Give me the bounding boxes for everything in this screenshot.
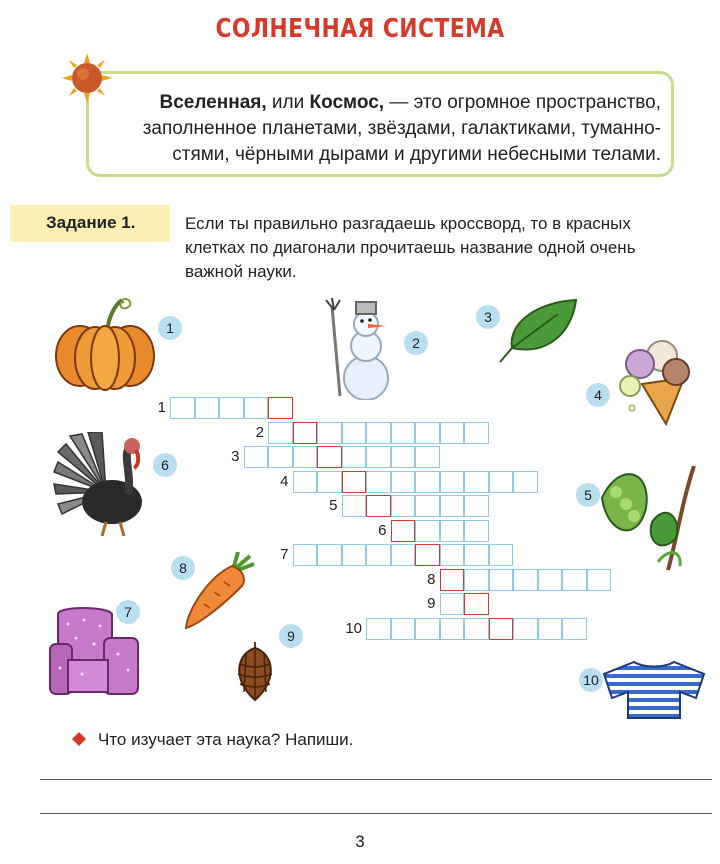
crossword-cell[interactable] [391, 544, 416, 566]
crossword-cell[interactable] [440, 618, 465, 640]
picture-number-badge: 2 [404, 331, 428, 355]
crossword-cell[interactable] [415, 495, 440, 517]
crossword-cell[interactable] [293, 446, 318, 468]
crossword-cell[interactable] [415, 422, 440, 444]
pea-pod-icon [598, 462, 708, 572]
picture-number-badge: 3 [476, 305, 500, 329]
crossword-cell[interactable] [219, 397, 244, 419]
crossword-cell[interactable] [293, 471, 318, 493]
crossword-cell[interactable] [538, 618, 563, 640]
crossword-cell-red[interactable] [415, 544, 440, 566]
pine-cone-icon [232, 640, 278, 702]
crossword-cell-red[interactable] [391, 520, 416, 542]
picture-number-badge: 4 [586, 383, 610, 407]
crossword-cell[interactable] [391, 495, 416, 517]
crossword-cell[interactable] [440, 520, 465, 542]
crossword-cell[interactable] [464, 495, 489, 517]
definition-line-1 [160, 91, 662, 115]
crossword-row-number: 8 [427, 570, 436, 588]
task-text-line-3: важной науки. [185, 262, 297, 281]
crossword-cell[interactable] [317, 422, 342, 444]
crossword-cell[interactable] [440, 471, 465, 493]
crossword-row-number: 9 [427, 595, 436, 612]
crossword-cell[interactable] [391, 618, 416, 640]
picture-number-badge: 1 [158, 316, 182, 340]
crossword-cell[interactable] [366, 422, 391, 444]
crossword-cell[interactable] [440, 495, 465, 517]
crossword-row-number: 3 [231, 448, 240, 465]
crossword-cell[interactable] [317, 471, 342, 493]
crossword-cell-red[interactable] [440, 569, 465, 591]
question-text: Что изучает эта наука? Напиши. [98, 730, 354, 749]
crossword-cell[interactable] [440, 422, 465, 444]
diamond-bullet-icon [72, 732, 86, 746]
crossword-cell[interactable] [170, 397, 195, 419]
crossword-cell[interactable] [440, 593, 465, 615]
crossword-cell[interactable] [366, 446, 391, 468]
crossword-cell[interactable] [268, 422, 293, 444]
crossword-cell-red[interactable] [293, 422, 318, 444]
snowman-icon [322, 296, 402, 400]
task-text-line-2: клетках по диагонали прочитаешь название одной очень [185, 238, 636, 257]
armchair-icon [48, 604, 144, 700]
crossword-row-number: 1 [157, 399, 166, 416]
crossword-row-number: 7 [280, 546, 289, 563]
crossword-row-number: 5 [329, 497, 338, 514]
crossword-cell[interactable] [464, 618, 489, 640]
picture-number-badge: 9 [279, 624, 303, 648]
leaf-icon [498, 298, 580, 364]
striped-shirt-icon [600, 658, 708, 720]
crossword-cell[interactable] [195, 397, 220, 419]
definition-line-3: стями, чёрными дырами и другими небесными телами. [172, 144, 661, 165]
task-label [10, 205, 170, 242]
crossword-cell[interactable] [366, 618, 391, 640]
answer-line-1[interactable] [40, 779, 712, 780]
crossword-cell[interactable] [268, 446, 293, 468]
crossword-cell[interactable] [513, 618, 538, 640]
task-text-line-1: Если ты правильно разгадаешь кроссворд, то в красных [185, 214, 631, 233]
page-number: 3 [355, 832, 365, 851]
crossword-cell[interactable] [464, 544, 489, 566]
definition-joiner: или [266, 92, 310, 113]
crossword-cell[interactable] [464, 422, 489, 444]
crossword-cell[interactable] [391, 422, 416, 444]
crossword-cell[interactable] [391, 446, 416, 468]
crossword-cell[interactable] [342, 422, 367, 444]
turkey-icon [52, 432, 158, 536]
definition-term-universe: Вселенная, [159, 92, 267, 113]
crossword-cell-red[interactable] [268, 397, 293, 419]
crossword-cell[interactable] [366, 544, 391, 566]
crossword-cell[interactable] [440, 544, 465, 566]
crossword-cell[interactable] [415, 618, 440, 640]
crossword-cell-red[interactable] [342, 471, 367, 493]
crossword-cell[interactable] [415, 446, 440, 468]
crossword-row-number: 6 [378, 521, 387, 539]
crossword-cell[interactable] [244, 446, 269, 468]
crossword-cell-red[interactable] [317, 446, 342, 468]
crossword-cell[interactable] [562, 618, 587, 640]
picture-number-badge: 8 [171, 556, 195, 580]
crossword-cell[interactable] [489, 569, 514, 591]
crossword-cell[interactable] [562, 569, 587, 591]
crossword-cell[interactable] [366, 471, 391, 493]
crossword-cell[interactable] [513, 471, 538, 493]
picture-number-badge: 6 [153, 453, 177, 477]
sun-icon [62, 53, 112, 103]
definition-line-2: заполненное планетами, звёздами, галактиками, туманно- [142, 118, 661, 139]
crossword-cell[interactable] [415, 520, 440, 542]
pumpkin-icon [50, 296, 160, 392]
crossword-cell[interactable] [464, 471, 489, 493]
crossword-cell-red[interactable] [366, 495, 391, 517]
carrot-icon [180, 552, 256, 632]
crossword-cell[interactable] [489, 471, 514, 493]
crossword-cell-red[interactable] [489, 618, 514, 640]
definition-text: — это огромное пространство, [384, 92, 661, 113]
crossword-cell[interactable] [342, 446, 367, 468]
crossword-cell[interactable] [464, 520, 489, 542]
crossword-row-number: 4 [280, 472, 289, 490]
ice-cream-icon [614, 338, 694, 428]
crossword-row-number: 2 [255, 423, 264, 441]
crossword-cell[interactable] [587, 569, 612, 591]
page-title: СОЛНЕЧНАЯ СИСТЕМА [215, 14, 505, 44]
picture-number-badge: 5 [576, 483, 600, 507]
crossword-cell[interactable] [489, 544, 514, 566]
answer-line-2[interactable] [40, 813, 712, 814]
crossword-cell[interactable] [464, 569, 489, 591]
crossword-cell[interactable] [415, 471, 440, 493]
picture-number-badge: 7 [116, 600, 140, 624]
task-label-text: Задание 1. [46, 213, 136, 232]
definition-term-cosmos: Космос, [309, 92, 385, 113]
crossword-cell[interactable] [513, 569, 538, 591]
crossword-cell[interactable] [342, 544, 367, 566]
crossword-cell[interactable] [391, 471, 416, 493]
crossword-row-number: 10 [345, 619, 362, 637]
crossword-cell[interactable] [293, 544, 318, 566]
crossword-cell[interactable] [342, 495, 367, 517]
crossword-cell[interactable] [317, 544, 342, 566]
crossword-cell[interactable] [538, 569, 563, 591]
crossword-cell[interactable] [244, 397, 269, 419]
picture-number-badge: 10 [579, 668, 603, 692]
crossword-cell-red[interactable] [464, 593, 489, 615]
